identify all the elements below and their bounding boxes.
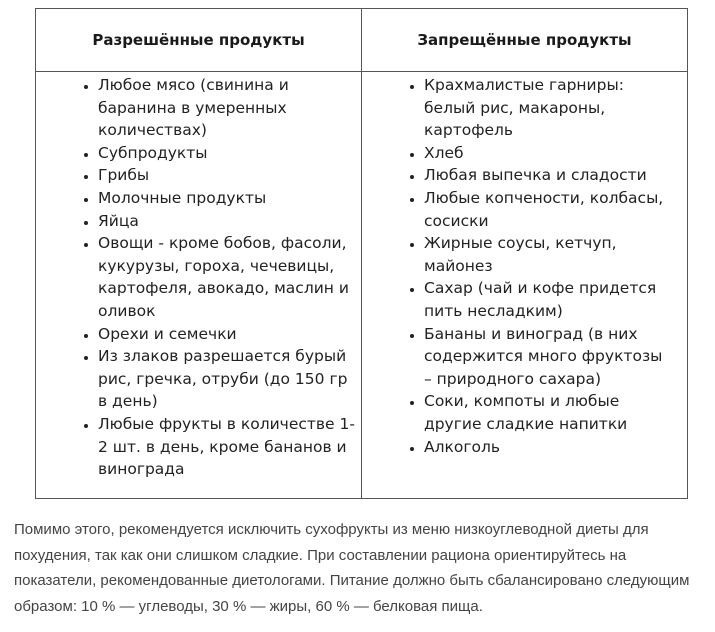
allowed-products-header: Разрешённые продукты (36, 9, 362, 72)
list-item: • Любые копчености, колбасы, сосиски (424, 187, 673, 232)
table-row (36, 72, 688, 499)
list-item: • Алкоголь (424, 436, 673, 459)
list-item: • Орехи и семечки (98, 323, 355, 346)
list-item: • Соки, компоты и любые другие сладкие напитки (424, 390, 673, 435)
list-item: • Субпродукты (98, 142, 355, 165)
diet-note-paragraph: Помимо этого, рекомендуется исключить сухофрукты из меню низкоуглеводной диеты для похудения, так как они слишком сладкие. При составлении рациона ориентируйтесь на показатели, рекомендованные диетологами. Питание должно быть сбалансировано следующим образом: 10 % — углеводы, 30 % — жиры, 60 % — белковая пища. (14, 521, 690, 615)
list-item: • Любое мясо (свинина и баранина в умеренных количествах) (98, 74, 355, 142)
allowed-products-cell (36, 72, 362, 499)
list-item: • Сахар (чай и кофе придется пить несладким) (424, 277, 673, 322)
forbidden-products-header: Запрещённые продукты (362, 9, 688, 72)
list-item: • Жирные соусы, кетчуп, майонез (424, 232, 673, 277)
list-item: • Яйца (98, 210, 355, 233)
list-item: • Грибы (98, 164, 355, 187)
list-item: • Крахмалистые гарниры: белый рис, макароны, картофель (424, 74, 673, 142)
list-item: • Хлеб (424, 142, 673, 165)
list-item: • Любая выпечка и сладости (424, 164, 673, 187)
list-item: • Молочные продукты (98, 187, 355, 210)
forbidden-products-list (362, 72, 687, 458)
list-item: • Из злаков разрешается бурый рис, гречка, отруби (до 150 гр в день) (98, 345, 355, 413)
food-table (35, 8, 688, 499)
forbidden-products-cell (362, 72, 688, 499)
allowed-products-list (36, 72, 361, 481)
table-header-row (36, 9, 688, 72)
list-item: • Бананы и виноград (в них содержится много фруктозы – природного сахара) (424, 323, 673, 391)
list-item: • Любые фрукты в количестве 1-2 шт. в день, кроме бананов и винограда (98, 413, 355, 481)
list-item: • Овощи - кроме бобов, фасоли, кукурузы, гороха, чечевицы, картофеля, авокадо, маслин и оливок (98, 232, 355, 322)
